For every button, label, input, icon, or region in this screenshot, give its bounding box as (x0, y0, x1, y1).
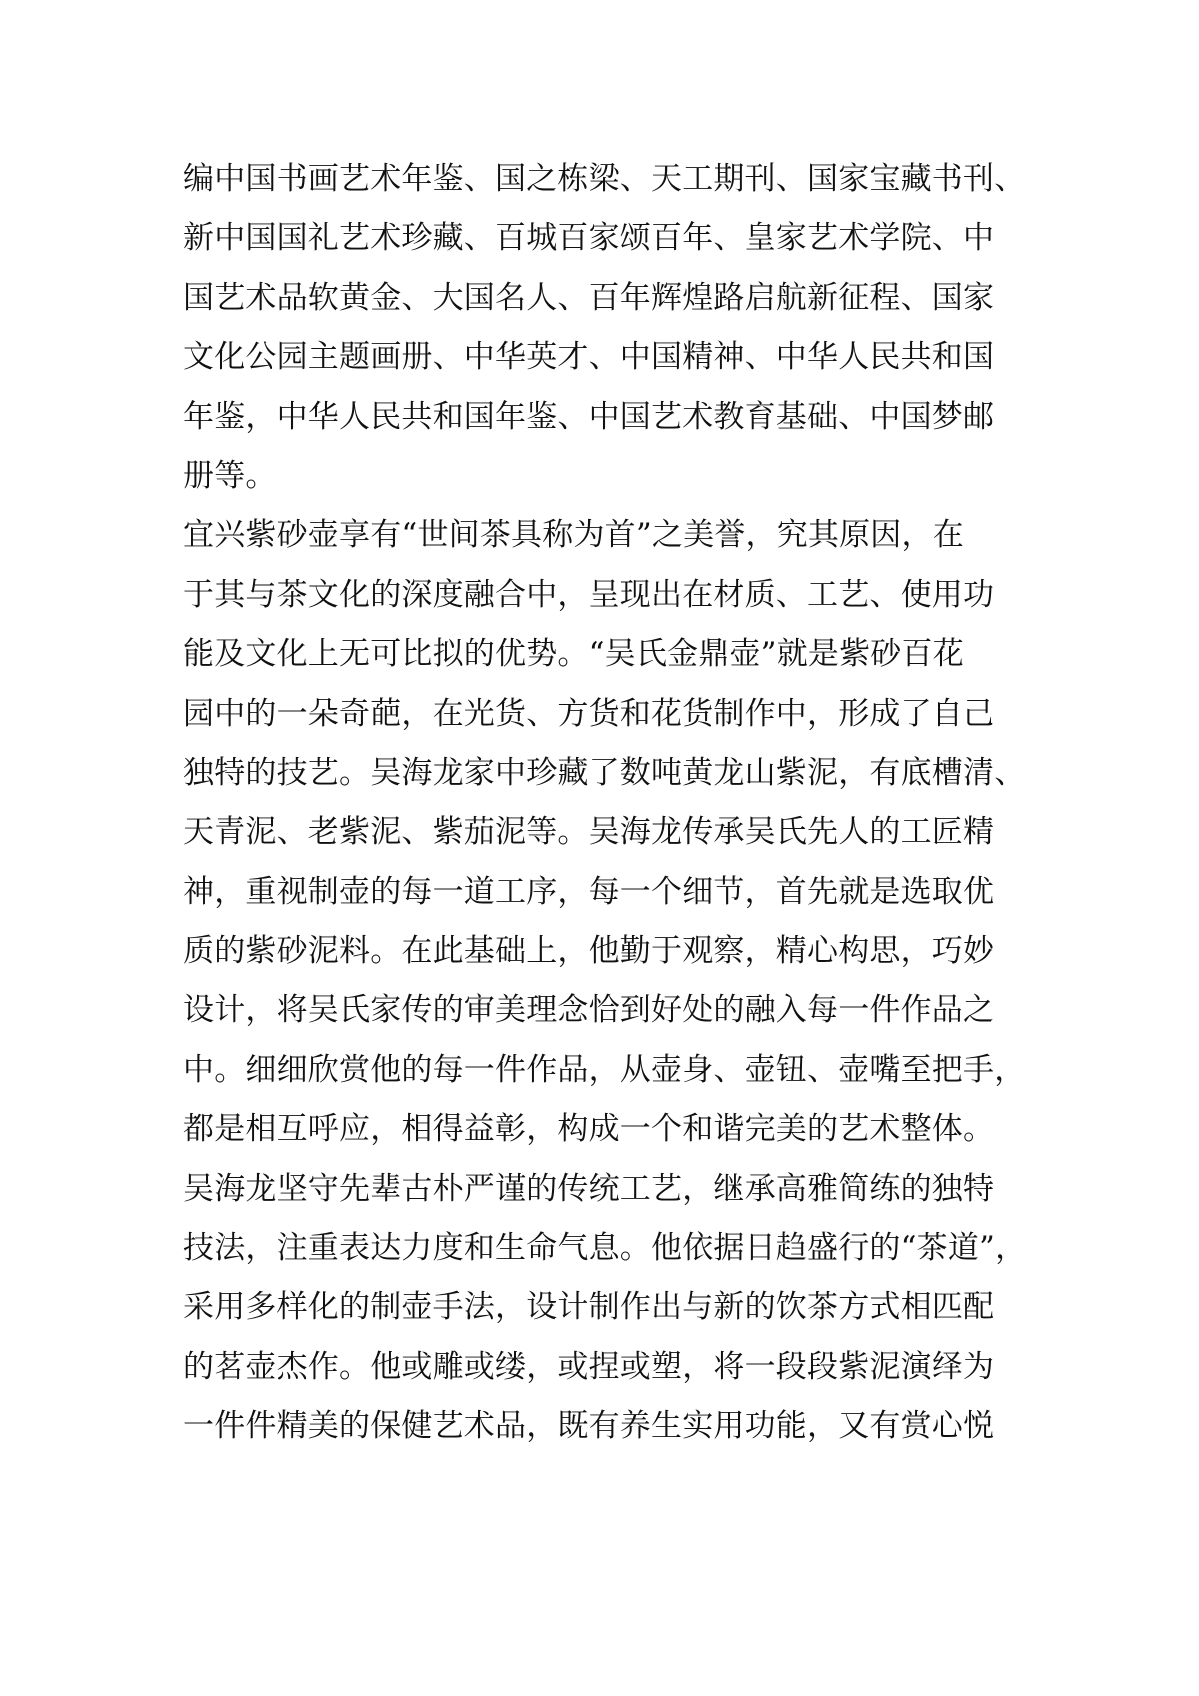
text-line: 于其与茶文化的深度融合中，呈现出在材质、工艺、使用功 (183, 576, 995, 613)
text-line: 设计，将吴氏家传的审美理念恰到好处的融入每一件作品之 (183, 992, 995, 1029)
text-line: 新中国国礼艺术珍藏、百城百家颂百年、皇家艺术学院、中 (183, 220, 995, 257)
text-line: 中。细细欣赏他的每一件作品，从壶身、壶钮、壶嘴至把手， (183, 1051, 1026, 1088)
text-line: 文化公园主题画册、中华英才、中国精神、中华人民共和国 (183, 339, 995, 376)
text-line: 年鉴，中华人民共和国年鉴、中国艺术教育基础、中国梦邮 (183, 398, 995, 435)
text-line: 国艺术品软黄金、大国名人、百年辉煌路启航新征程、国家 (183, 279, 995, 316)
text-line: 独特的技艺。吴海龙家中珍藏了数吨黄龙山紫泥，有底槽清、 (183, 754, 1026, 791)
text-line: 技法，注重表达力度和生命气息。他依据日趋盛行的“茶道”， (183, 1230, 1027, 1267)
text-line: 能及文化上无可比拟的优势。“吴氏金鼎壶”就是紫砂百花 (183, 636, 964, 673)
text-line: 吴海龙坚守先辈古朴严谨的传统工艺，继承高雅简练的独特 (183, 1170, 995, 1207)
text-line: 园中的一朵奇葩，在光货、方货和花货制作中，形成了自己 (183, 695, 995, 732)
text-line: 质的紫砂泥料。在此基础上，他勤于观察，精心构思，巧妙 (183, 933, 995, 970)
text-line: 一件件精美的保健艺术品，既有养生实用功能，又有赏心悦 (183, 1408, 995, 1445)
text-line: 宜兴紫砂壶享有“世间茶具称为首”之美誉，究其原因，在 (183, 517, 964, 554)
text-line: 的茗壶杰作。他或雕或缕，或捏或塑，将一段段紫泥演绎为 (183, 1348, 995, 1385)
text-line: 都是相互呼应，相得益彰，构成一个和谐完美的艺术整体。 (183, 1111, 995, 1148)
text-line: 册等。 (183, 457, 277, 494)
text-line: 编中国书画艺术年鉴、国之栋梁、天工期刊、国家宝藏书刊、 (183, 161, 1026, 197)
body-text (183, 150, 1043, 1457)
text-line: 采用多样化的制壶手法，设计制作出与新的饮茶方式相匹配 (183, 1289, 995, 1326)
text-line: 天青泥、老紫泥、紫茄泥等。吴海龙传承吴氏先人的工匠精 (183, 814, 995, 851)
text-line: 神，重视制壶的每一道工序，每一个细节，首先就是选取优 (183, 873, 995, 910)
